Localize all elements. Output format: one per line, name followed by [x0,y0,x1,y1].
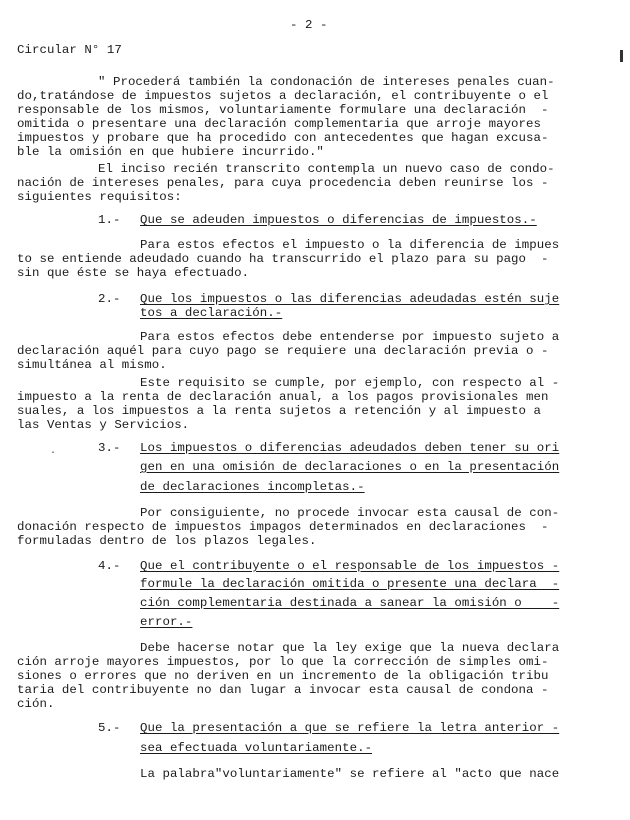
item-1-body: sin que éste se haya efectuado. [17,266,250,280]
item-2-body: simultánea al mismo. [17,358,167,372]
item-5-body: La palabra"voluntariamente" se refiere al "acto que nace [140,767,560,781]
circular-reference: Circular N° 17 [17,43,122,57]
item-4-body: siones o errores que no deriven en un incremento de la obligación tribu [17,669,549,683]
item-2-body: suales, a los impuestos a la renta sujetos a retención y al impuesto a [17,404,541,418]
item-4-body: Debe hacerse notar que la ley exige que la nueva declara [140,641,560,655]
item-3-title: de declaraciones incompletas.- [140,480,365,494]
item-2-number: 2.- [98,292,121,306]
quote-line: ble la omisión en que hubiere incurrido." [17,145,324,159]
item-3-body: donación respecto de impuestos impagos determinados en declaraciones - [17,520,549,534]
quote-line: responsable de los mismos, voluntariamente formulare una declaración - [17,103,549,117]
intro-line: siguientes requisitos: [17,190,182,204]
item-2-body: Este requisito se cumple, por ejemplo, con respecto al - [140,376,560,390]
item-5-title: Que la presentación a que se refiere la letra anterior - [140,721,560,735]
item-2-body: impuesto a la renta de declaración anual, a los pagos provisionales men [17,390,549,404]
item-1-title: Que se adeuden impuestos o diferencias de impuestos.- [140,213,537,227]
item-1-number: 1.- [98,213,121,227]
item-1-body: Para estos efectos el impuesto o la diferencia de impues [140,238,560,252]
item-5-title: sea efectuada voluntariamente.- [140,741,373,755]
item-4-title: Que el contribuyente o el responsable de los impuestos - [140,559,560,573]
item-4-title: error.- [140,615,193,629]
item-2-body: declaración aquél para cuyo pago se requiere una declaración previa o - [17,344,549,358]
item-3-body: formuladas dentro de los plazos legales. [17,534,317,548]
page-number: - 2 - [290,18,328,32]
item-2-title: tos a declaración.- [140,306,283,320]
quote-line: omitida o presentare una declaración complementaria que arroje mayores [17,117,541,131]
item-3-number: 3.- [98,441,121,455]
item-4-number: 4.- [98,559,121,573]
stray-mark: · [50,448,57,459]
item-4-body: ción arroje mayores impuestos, por lo que la corrección de simples omi- [17,655,549,669]
margin-mark [620,50,623,62]
item-3-body: Por consiguiente, no procede invocar esta causal de con- [140,506,560,520]
item-4-title: formule la declaración omitida o presente una declara - [140,577,560,591]
intro-line: El inciso recién transcrito contempla un nuevo caso de condo- [98,162,555,176]
item-3-title: gen en una omisión de declaraciones o en la presentación [140,460,560,474]
intro-line: nación de intereses penales, para cuya procedencia deben reunirse los - [17,176,549,190]
item-5-number: 5.- [98,721,121,735]
item-4-body: ción. [17,697,55,711]
quote-line: impuestos y probare que ha procedido con antecedentes que hagan excusa- [17,131,549,145]
item-4-body: taria del contribuyente no dan lugar a invocar esta causal de condona - [17,683,549,697]
item-2-body: las Ventas y Servicios. [17,418,190,432]
item-2-title: Que los impuestos o las diferencias adeudadas estén suje [140,292,560,306]
item-4-title: ción complementaria destinada a sanear la omisión o - [140,596,560,610]
item-1-body: to se entiende adeudado cuando ha transcurrido el plazo para su pago - [17,252,549,266]
quote-line: do,tratándose de impuestos sujetos a declaración, el contribuyente o el [17,89,549,103]
quote-line: " Procederá también la condonación de intereses penales cuan- [98,75,555,89]
item-3-title: Los impuestos o diferencias adeudados deben tener su ori [140,441,560,455]
item-2-body: Para estos efectos debe entenderse por impuesto sujeto a [140,330,560,344]
